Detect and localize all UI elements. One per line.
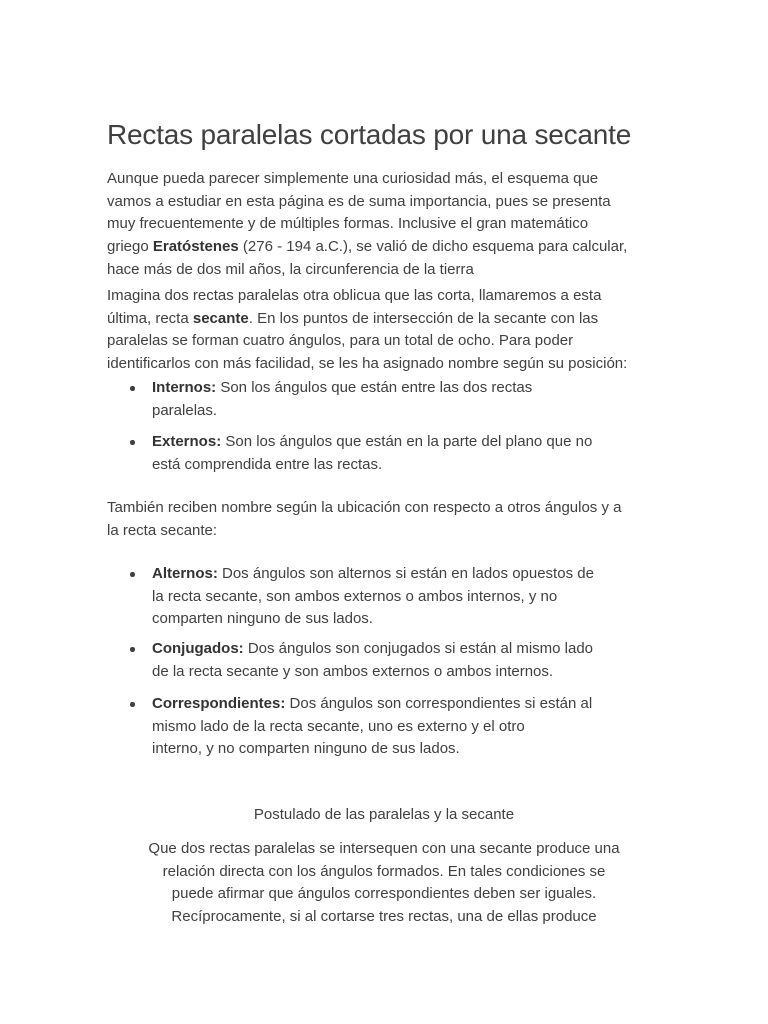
- bullet-dot-icon: [130, 647, 135, 652]
- externos-desc-2: está comprendida entre las rectas.: [152, 455, 383, 473]
- intro-line-5: hace más de dos mil años, la circunferencia de la tierra: [107, 260, 474, 278]
- location-line-2: la recta secante:: [107, 521, 218, 539]
- secant-line-1: Imagina dos rectas paralelas otra oblicua que las corta, llamaremos a esta: [107, 287, 602, 304]
- intro-line-3: muy frecuentemente y de múltiples formas. Inclusive el gran matemático: [107, 215, 589, 233]
- list-item-conjugados: [152, 638, 672, 683]
- intro-line-4: [107, 236, 667, 259]
- intro-line-4-post: (276 - 194 a.C.), se valió de dicho esquema para calcular,: [238, 238, 628, 256]
- intro-line-4-pre: griego: [107, 238, 153, 256]
- term-correspondientes: Correspondientes:: [152, 695, 286, 712]
- eratostenes-bold: Eratóstenes: [152, 238, 239, 256]
- conjugados-desc-1: Dos ángulos son conjugados si están al mismo lado: [243, 640, 594, 657]
- postulate-paragraph: [0, 838, 768, 929]
- correspondientes-desc-2: mismo lado de la recta secante, uno es externo y el otro: [152, 717, 525, 735]
- secant-line-2-post: . En los puntos de intersección de la secante con las: [248, 309, 599, 327]
- postulate-line-1: Que dos rectas paralelas se intersequen con una secante produce una: [148, 840, 620, 857]
- term-conjugados: Conjugados:: [152, 640, 244, 657]
- bullet-dot-icon: [130, 702, 135, 707]
- bullet-dot-icon: [130, 572, 135, 577]
- internos-desc-1: Son los ángulos que están entre las dos rectas: [216, 379, 533, 396]
- term-alternos: Alternos:: [152, 565, 218, 582]
- location-line-1: También reciben nombre según la ubicación con respecto a otros ángulos y a: [107, 499, 622, 516]
- conjugados-desc-2: de la recta secante y son ambos externos o ambos internos.: [152, 662, 554, 680]
- intro-line-1: Aunque pueda parecer simplemente una curiosidad más, el esquema que: [107, 170, 599, 187]
- page-title: Rectas paralelas cortadas por una secante: [107, 119, 632, 150]
- secant-line-4: identificarlos con más facilidad, se les ha asignado nombre según su posición:: [107, 355, 628, 373]
- list-item-alternos: [152, 563, 672, 631]
- externos-desc-1: Son los ángulos que están en la parte del plano que no: [221, 433, 593, 450]
- bullet-dot-icon: [130, 440, 135, 445]
- list-item-correspondientes: [152, 693, 672, 761]
- section-subheading: Postulado de las paralelas y la secante: [253, 806, 515, 823]
- list-item-internos: [152, 377, 672, 422]
- secant-line-2: [107, 308, 667, 331]
- correspondientes-desc-1: Dos ángulos son correspondientes si están al: [285, 695, 593, 712]
- term-externos: Externos:: [152, 433, 222, 450]
- secante-bold: secante: [192, 309, 249, 327]
- intro-paragraph: [107, 168, 667, 282]
- alternos-desc-2: la recta secante, son ambos externos o ambos internos, y no: [152, 587, 558, 605]
- postulate-line-3: puede afirmar que ángulos correspondientes deben ser iguales.: [171, 885, 597, 903]
- alternos-desc-3: comparten ninguno de sus lados.: [152, 610, 373, 628]
- term-internos: Internos:: [152, 379, 217, 396]
- postulate-line-2: relación directa con los ángulos formados. En tales condiciones se: [162, 862, 606, 880]
- secant-paragraph: [107, 285, 667, 376]
- postulate-line-4: Recíprocamente, si al cortarse tres rectas, una de ellas produce: [171, 908, 597, 926]
- bullet-dot-icon: [130, 386, 135, 391]
- alternos-desc-1: Dos ángulos son alternos si están en lados opuestos de: [217, 565, 594, 582]
- internos-desc-2: paralelas.: [152, 401, 218, 419]
- correspondientes-desc-3: interno, y no comparten ninguno de sus lados.: [152, 740, 460, 758]
- list-item-externos: [152, 431, 672, 476]
- location-paragraph: [107, 497, 667, 542]
- secant-line-3: paralelas se forman cuatro ángulos, para un total de ocho. Para poder: [107, 332, 574, 350]
- intro-line-2: vamos a estudiar en esta página es de suma importancia, pues se presenta: [107, 192, 611, 210]
- secant-line-2-pre: última, recta: [107, 309, 193, 327]
